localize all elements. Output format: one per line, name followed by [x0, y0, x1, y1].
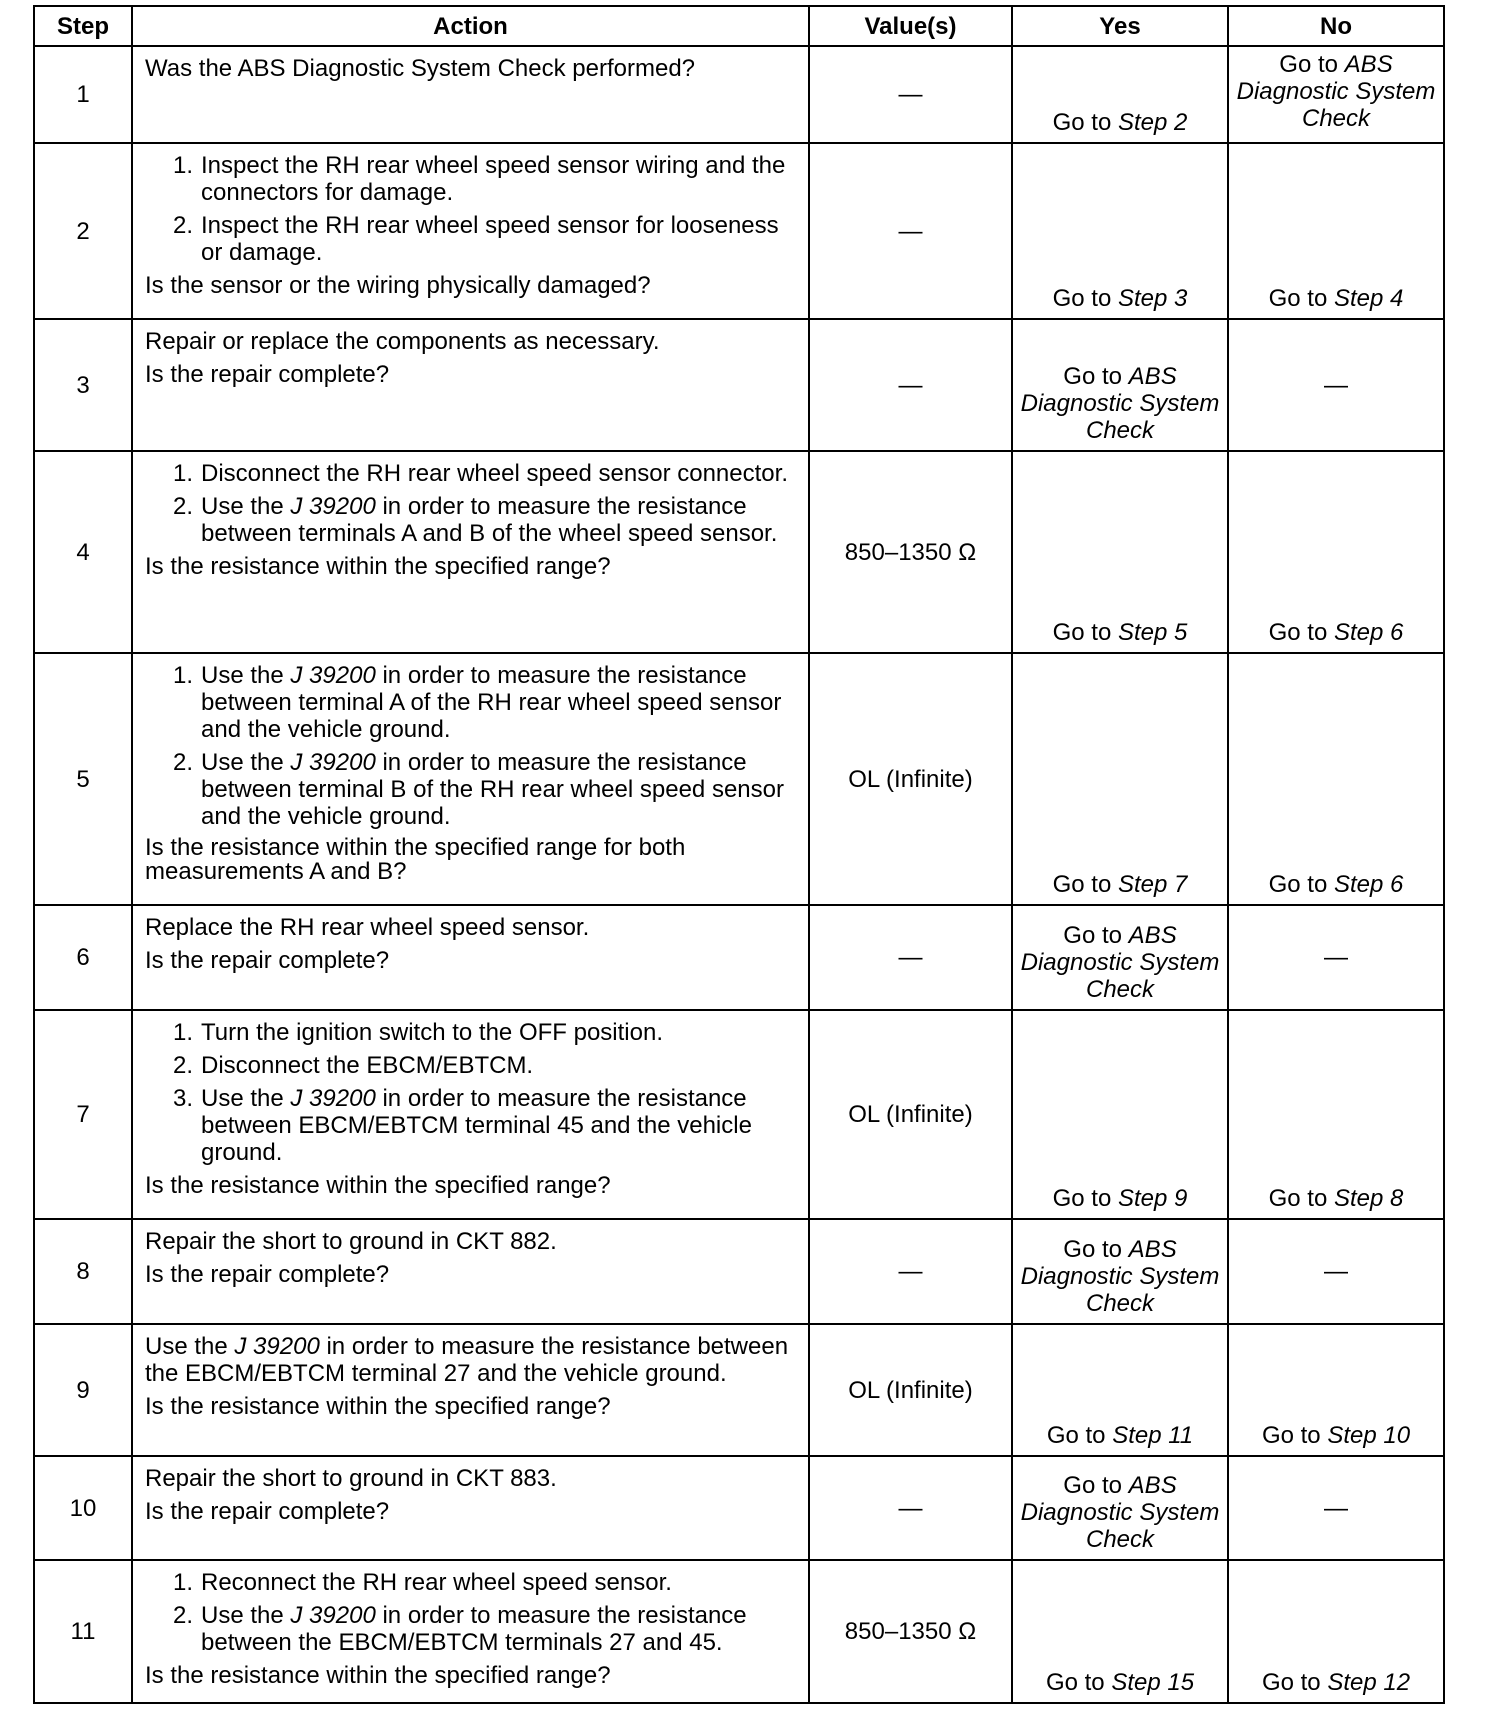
no-ref: ABS Diagnostic System Check	[1236, 51, 1436, 132]
yes-cell: Go to ABS Diagnostic System Check	[1012, 1219, 1228, 1324]
action-cell	[132, 46, 809, 143]
value-cell: —	[809, 905, 1012, 1010]
step-number: 5	[34, 653, 132, 905]
action-question: Is the repair complete?	[145, 1498, 390, 1525]
value-cell: 850–1350 Ω	[809, 451, 1012, 653]
header-step: Step	[34, 6, 132, 46]
action-cell	[132, 143, 809, 319]
table-row	[34, 905, 1444, 1010]
value-cell: —	[809, 46, 1012, 143]
no-cell: —	[1228, 1456, 1444, 1560]
action-cell	[132, 1456, 809, 1560]
step-number: 9	[34, 1324, 132, 1456]
header-no: No	[1228, 6, 1444, 46]
no-cell: —	[1228, 319, 1444, 451]
no-cell: —	[1228, 905, 1444, 1010]
table-row	[34, 451, 1444, 653]
yes-cell: Go to Step 9	[1012, 1010, 1228, 1219]
no-cell	[1228, 46, 1444, 143]
no-prefix: Go to	[1279, 51, 1338, 78]
action-cell	[132, 1560, 809, 1703]
no-cell: Go to Step 8	[1228, 1010, 1444, 1219]
no-cell: —	[1228, 1219, 1444, 1324]
step-number: 3	[34, 319, 132, 451]
yes-cell: Go to Step 15	[1012, 1560, 1228, 1703]
table-row	[34, 1560, 1444, 1703]
action-text: Repair the short to ground in CKT 882.	[145, 1228, 557, 1255]
value-cell: OL (Infinite)	[809, 1010, 1012, 1219]
yes-cell: Go to ABS Diagnostic System Check	[1012, 1456, 1228, 1560]
yes-cell: Go to Step 5	[1012, 451, 1228, 653]
yes-cell: Go to ABS Diagnostic System Check	[1012, 319, 1228, 451]
action-item: 2. Use the J 39200 in order to measure the resistance between terminal B of the RH rear wheel speed sensor and the vehicle ground.	[172, 749, 784, 830]
action-cell	[132, 905, 809, 1010]
action-question: Is the repair complete?	[145, 947, 390, 974]
action-text: Repair or replace the components as necessary.	[145, 328, 660, 355]
action-text: Replace the RH rear wheel speed sensor.	[145, 914, 590, 941]
step-number: 8	[34, 1219, 132, 1324]
action-question: Is the resistance within the specified range?	[145, 1393, 611, 1420]
value-cell: —	[809, 143, 1012, 319]
action-text: Repair the short to ground in CKT 883.	[145, 1465, 557, 1492]
value-cell: OL (Infinite)	[809, 653, 1012, 905]
yes-cell: Go to Step 3	[1012, 143, 1228, 319]
action-cell	[132, 1010, 809, 1219]
action-item: 3. Use the J 39200 in order to measure the resistance between EBCM/EBTCM terminal 45 and the vehicle ground.	[172, 1085, 752, 1166]
yes-cell: Go to Step 7	[1012, 653, 1228, 905]
no-cell: Go to Step 6	[1228, 451, 1444, 653]
yes-cell: Go to Step 11	[1012, 1324, 1228, 1456]
step-number: 4	[34, 451, 132, 653]
no-cell: Go to Step 10	[1228, 1324, 1444, 1456]
action-item: 1. Reconnect the RH rear wheel speed sensor.	[172, 1569, 672, 1596]
value-cell: 850–1350 Ω	[809, 1560, 1012, 1703]
action-question: Is the resistance within the specified range?	[145, 1662, 611, 1689]
table-row	[34, 1219, 1444, 1324]
action-item: 1. Disconnect the RH rear wheel speed sensor connector.	[172, 460, 788, 487]
value-cell: —	[809, 1219, 1012, 1324]
action-text: Was the ABS Diagnostic System Check performed?	[145, 55, 696, 82]
header-row	[34, 6, 1444, 46]
action-item: 1. Inspect the RH rear wheel speed sensor wiring and the connectors for damage.	[172, 152, 786, 206]
value-cell: OL (Infinite)	[809, 1324, 1012, 1456]
action-cell	[132, 1219, 809, 1324]
action-item: 2. Use the J 39200 in order to measure the resistance between terminals A and B of the wheel speed sensor.	[172, 493, 778, 547]
yes-cell	[1012, 46, 1228, 143]
no-cell: Go to Step 6	[1228, 653, 1444, 905]
action-question: Is the resistance within the specified range for both measurements A and B?	[145, 834, 686, 885]
step-number: 6	[34, 905, 132, 1010]
header-values: Value(s)	[809, 6, 1012, 46]
action-question: Is the sensor or the wiring physically damaged?	[145, 272, 651, 299]
action-question: Is the resistance within the specified range?	[145, 553, 611, 580]
yes-prefix: Go to	[1052, 109, 1112, 136]
table-row	[34, 1324, 1444, 1456]
action-cell	[132, 1324, 809, 1456]
action-item: 1. Use the J 39200 in order to measure the resistance between terminal A of the RH rear wheel speed sensor and the vehicle ground.	[172, 662, 782, 743]
action-question: Is the resistance within the specified range?	[145, 1172, 611, 1199]
action-item: 2. Inspect the RH rear wheel speed sensor for looseness or damage.	[172, 212, 779, 266]
table-row	[34, 1456, 1444, 1560]
header-action: Action	[132, 6, 809, 46]
header-yes: Yes	[1012, 6, 1228, 46]
action-item: 2. Use the J 39200 in order to measure the resistance between the EBCM/EBTCM terminals 27 and 45.	[172, 1602, 747, 1656]
yes-cell: Go to ABS Diagnostic System Check	[1012, 905, 1228, 1010]
table-row	[34, 653, 1444, 905]
action-cell	[132, 319, 809, 451]
no-cell: Go to Step 12	[1228, 1560, 1444, 1703]
table-row	[34, 46, 1444, 143]
no-cell: Go to Step 4	[1228, 143, 1444, 319]
value-cell: —	[809, 319, 1012, 451]
table-row	[34, 1010, 1444, 1219]
value-cell: —	[809, 1456, 1012, 1560]
action-item: 2. Disconnect the EBCM/EBTCM.	[172, 1052, 534, 1079]
action-item: 1. Turn the ignition switch to the OFF position.	[172, 1019, 663, 1046]
action-text: Use the J 39200 in order to measure the resistance between the EBCM/EBTCM terminal 27 and the vehicle ground.	[145, 1333, 789, 1387]
step-number: 10	[34, 1456, 132, 1560]
diagnostic-table	[33, 5, 1445, 1704]
yes-ref: Step 2	[1117, 109, 1188, 136]
action-question: Is the repair complete?	[145, 361, 390, 388]
step-number: 7	[34, 1010, 132, 1219]
step-number: 1	[34, 46, 132, 143]
table-row	[34, 143, 1444, 319]
action-cell	[132, 451, 809, 653]
action-question: Is the repair complete?	[145, 1261, 390, 1288]
action-cell	[132, 653, 809, 905]
step-number: 11	[34, 1560, 132, 1703]
table-row	[34, 319, 1444, 451]
step-number: 2	[34, 143, 132, 319]
